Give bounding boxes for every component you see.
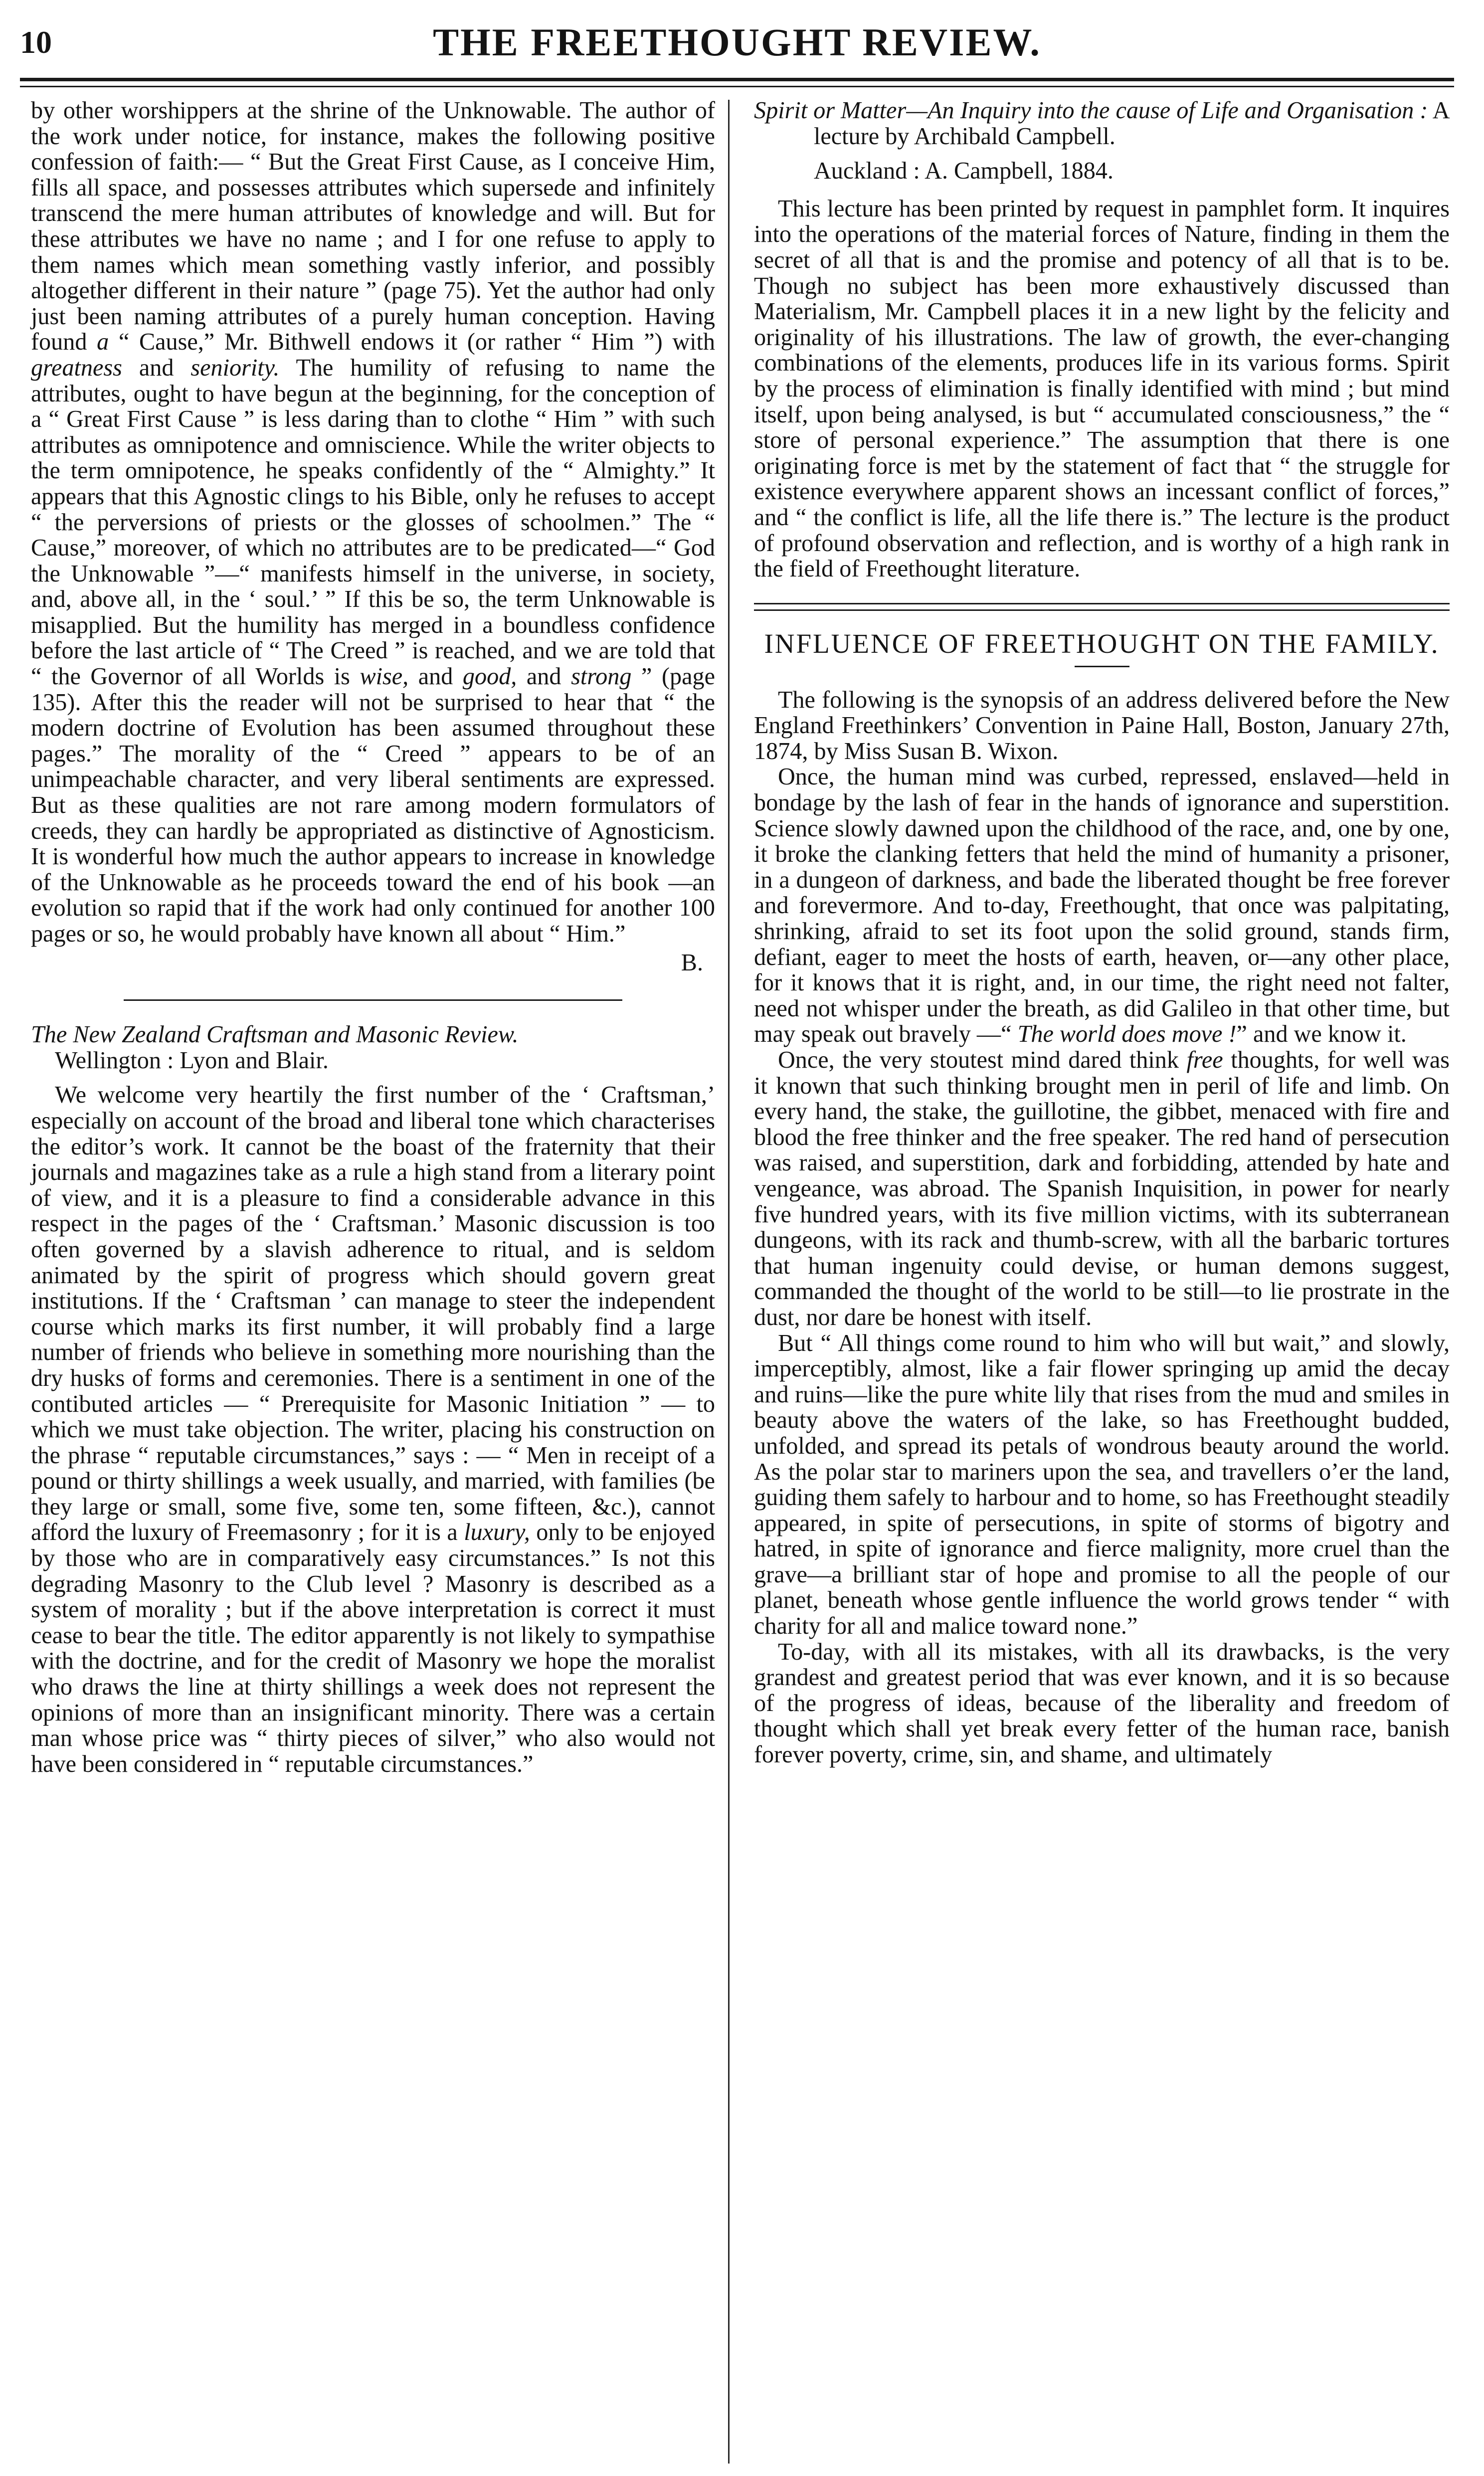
right-column	[754, 98, 1450, 1768]
italic-run: strong	[571, 663, 632, 690]
text-run: by other worshippers at the shrine of the Unknowable. The author of the work under notice, for instance, makes the following positive confession of faith:— “ But the Great First Cause, as I conceive Him, fills all space, and possesses attributes which supersede and infinitely transcend the mere human attributes of knowledge and will. But for these attributes we have no name ; and I for one refuse to apply to them names which mean something vastly inferior, and possibly altogether different in their nature ” (page 75). Yet the author had only just been naming attributes of a purely human conception. Having found	[31, 97, 715, 356]
italic-run: seniority.	[190, 354, 280, 381]
text-run: Once, the very stoutest mind dared think	[778, 1047, 1187, 1073]
section-rule	[124, 999, 622, 1001]
text-run: thoughts, for well was it known that such thinking brought men in peril of life and limb. On every hand, the stake, the guillotine, the gibbet, menaced with fire and blood the free thinker and the free speaker. The red hand of persecution was raised, and superstition, dark and forbidding, attended by hate and vengeance, was abroad. The Spanish Inquisition, in power for nearly five hundred years, with its five million victims, with its subterranean dungeons, with its rack and thumb-screw, with all the barbaric tortures that human ingenuity could devise, or human demons suggest, commanded the thought of the world to be still—to lie prostrate in the dust, nor dare be honest with itself.	[754, 1047, 1450, 1331]
italic-run: good,	[462, 663, 517, 690]
italic-run: luxury,	[464, 1519, 530, 1546]
italic-run: The New Zealand Craftsman and Masonic Review.	[31, 1021, 519, 1048]
italic-run: The world does move !	[1017, 1021, 1237, 1048]
italic-run: Spirit or Matter—An Inquiry into the cause of Life and Organisation :	[754, 97, 1428, 124]
text-run: ” and we know it.	[1236, 1021, 1407, 1048]
text-run: and	[122, 354, 191, 381]
text-run: and	[408, 663, 463, 690]
italic-run: wise,	[360, 663, 409, 690]
running-title: THE FREETHOUGHT REVIEW.	[433, 20, 1041, 64]
craftsman-review-paragraph	[31, 1082, 715, 1777]
article-intro-paragraph: The following is the synopsis of an address delivered before the New England Freethinkers’ Convention in Paine Hall, Boston, January 27th, 1874, by Miss Susan B. Wixon.	[754, 686, 1450, 764]
header-rule-thin	[20, 86, 1454, 87]
section-double-rule	[754, 603, 1450, 611]
page-header	[20, 5, 1454, 75]
left-column	[31, 98, 715, 1777]
review-signature: B.	[681, 949, 703, 976]
header-rule-thick	[20, 78, 1454, 81]
article-paragraph-today: To-day, with all its mistakes, with all its drawbacks, is the very grandest and greatest period that was ever known, and it is so because of the progress of ideas, because of the liberality and freedom of thought which shall yet break every fetter of the human race, banish forever poverty, crime, sin, and shame, and ultimately	[754, 1638, 1450, 1768]
agnostic-review-paragraph	[31, 98, 715, 947]
text-run: Once, the human mind was curbed, repressed, enslaved—held in bondage by the lash of fear in the hands of ignorance and superstition. Science slowly dawned upon the childhood of the race, and, one by one, it broke the clanking fetters that held the mind of humanity a prisoner, in a dungeon of darkness, and bade the liberated thought be free forever and forevermore. And to-day, Freethought, that once was palpitating, shrinking, afraid to set its foot upon the solid ground, stands firm, defiant, eager to meet the hosts of earth, heaven, or—any other place, for it knows that it is right, and, in our time, the right need not falter, need not whisper under the breath, as did Galileo in that other time, but may speak out bravely —“	[754, 763, 1450, 1048]
spirit-matter-paragraph: This lecture has been printed by request in pamphlet form. It inquires into the operations of the material forces of Nature, finding in them the secret of all that is and the promise and potency of all that is to be. Though no subject has been more exhaustively discussed than Materialism, Mr. Campbell places it in a new light by the felicity and originality of his illustrations. The law of growth, the ever-changing combinations of the elements, produces life in its various forms. Spirit by the process of elimination is finally identified with mind ; but mind itself, upon being analysed, is but “ accumulated consciousness,” the “ store of personal experience.” The assumption that there is one originating force is met by the statement of fact that “ the struggle for existence everywhere apparent shows an incessant conflict of forces,” and “ the conflict is life, all the life there is.” The lecture is the product of profound observation and reflection, and is worthy of a high rank in the field of Freethought literature.	[754, 195, 1450, 582]
column-divider	[728, 100, 730, 2464]
title-underline	[1075, 666, 1129, 667]
article-title: INFLUENCE OF FREETHOUGHT ON THE FAMILY.	[764, 628, 1440, 659]
text-run: A lecture by Archibald Campbell.	[814, 97, 1449, 150]
text-run: “ Cause,” Mr. Bithwell endows it (or rather “ Him ”) with	[109, 329, 715, 356]
spirit-matter-review-title	[754, 98, 1450, 149]
text-run: ” (page 135). After this the reader will not be surprised to hear that “ the modern doctrine of Evolution has been assumed throughout these pages.” The morality of the “ Creed ” appears to be of an unimpeachable character, and very liberal sentiments are expressed. But as these qualities are not rare among modern formulators of creeds, they can hardly be appropriated as distinctive of Agnosticism. It is wonderful how much the author appears to increase in knowledge of the Unknowable as he proceeds toward the end of his book —an evolution so rapid that if the work had only continued for another 100 pages or so, he would probably have known all about “ Him.”	[31, 663, 715, 947]
article-paragraph-once	[754, 764, 1450, 1047]
text-run: and	[517, 663, 571, 690]
article-paragraph-stoutest	[754, 1047, 1450, 1331]
text-run: only to be enjoyed by those who are in comparatively easy circumstances.” Is not this degrading Masonry to the Club level ? Masonry is described as a system of morality ; but if the above interpretation is correct it must cease to bear the title. The editor apparently is not likely to sympathise with the doctrine, and for the credit of Masonry we hope the moralist who draws the line at thirty shillings a week does not represent the opinions of more than an insignificant minority. There was a certain man whose price was “ thirty pieces of silver,” who also would not have been considered in “ reputable circumstances.”	[31, 1519, 715, 1777]
craftsman-review-publisher: Wellington : Lyon and Blair.	[55, 1047, 329, 1074]
italic-run: free	[1186, 1047, 1223, 1073]
article-paragraph-wait: But “ All things come round to him who will but wait,” and slowly, imperceptibly, almost, like a fair flower springing up amid the decay and ruins—like the pure white lily that rises from the mud and smiles in beauty above the waters of the lake, so has Freethought budded, unfolded, and spread its petals of wondrous beauty around the world. As the polar star to mariners upon the sea, and travellers o’er the land, guiding them safely to harbour and to home, so has Freethought steadily appeared, in spite of persecutions, in spite of storms of bigotry and hatred, in spite of ignorance and fierce malignity, more cruel than the grave—a brilliant star of hope and promise to all the people of our planet, beneath whose gentle influence the world grows tender “ with charity for all and malice toward none.”	[754, 1330, 1450, 1640]
text-run: We welcome very heartily the first number of the ‘ Craftsman,’ especially on account of the broad and liberal tone which characterises the editor’s work. It cannot be the boast of the fraternity that their journals and magazines take as a rule a high stand from a literary point of view, and it is a pleasure to find a considerable advance in this respect in the pages of the ‘ Craftsman.’ Masonic discussion is too often governed by a slavish adherence to ritual, and is seldom animated by the spirit of progress which should govern great institutions. If the ‘ Craftsman ’ can manage to steer the independent course which marks its first number, it will probably find a large number of friends who believe in something more nourishing than the dry husks of forms and ceremonies. There is a sentiment in one of the contibuted articles — “ Prerequisite for Masonic Initiation ” — to which we must take objection. The writer, placing his construction on the phrase “ reputable circumstances,” says : — “ Men in receipt of a pound or thirty shillings a week usually, and married, with families (be they large or small, some five, some ten, some fifteen, &c.), cannot afford the luxury of Freemasonry ; for it is a	[31, 1082, 715, 1546]
italic-run: a	[97, 329, 109, 356]
page-number: 10	[20, 24, 52, 60]
text-run: The humility of refusing to name the attributes, ought to have begun at the beginning, for the conception of a “ Great First Cause ” is less daring than to clothe “ Him ” with such attributes as omnipotence and omniscience. While the writer objects to the term omnipotence, he speaks confidently of the “ Almighty.” It appears that this Agnostic clings to his Bible, only he refuses to accept “ the perversions of priests or the glosses of schoolmen.” The “ Cause,” moreover, of which no attributes are to be predicated—“ God the Unknowable ”—“ manifests himself in the universe, in society, and, above all, in the ‘ soul.’ ” If this be so, the term Unknowable is misapplied. But the humility has merged in a boundless confidence before the last article of “ The Creed ” is reached, and we are told that “ the Governor of all Worlds is	[31, 354, 716, 690]
craftsman-review-title	[31, 1022, 715, 1048]
spirit-matter-publisher: Auckland : A. Campbell, 1884.	[814, 158, 1113, 185]
italic-run: greatness	[31, 354, 122, 381]
